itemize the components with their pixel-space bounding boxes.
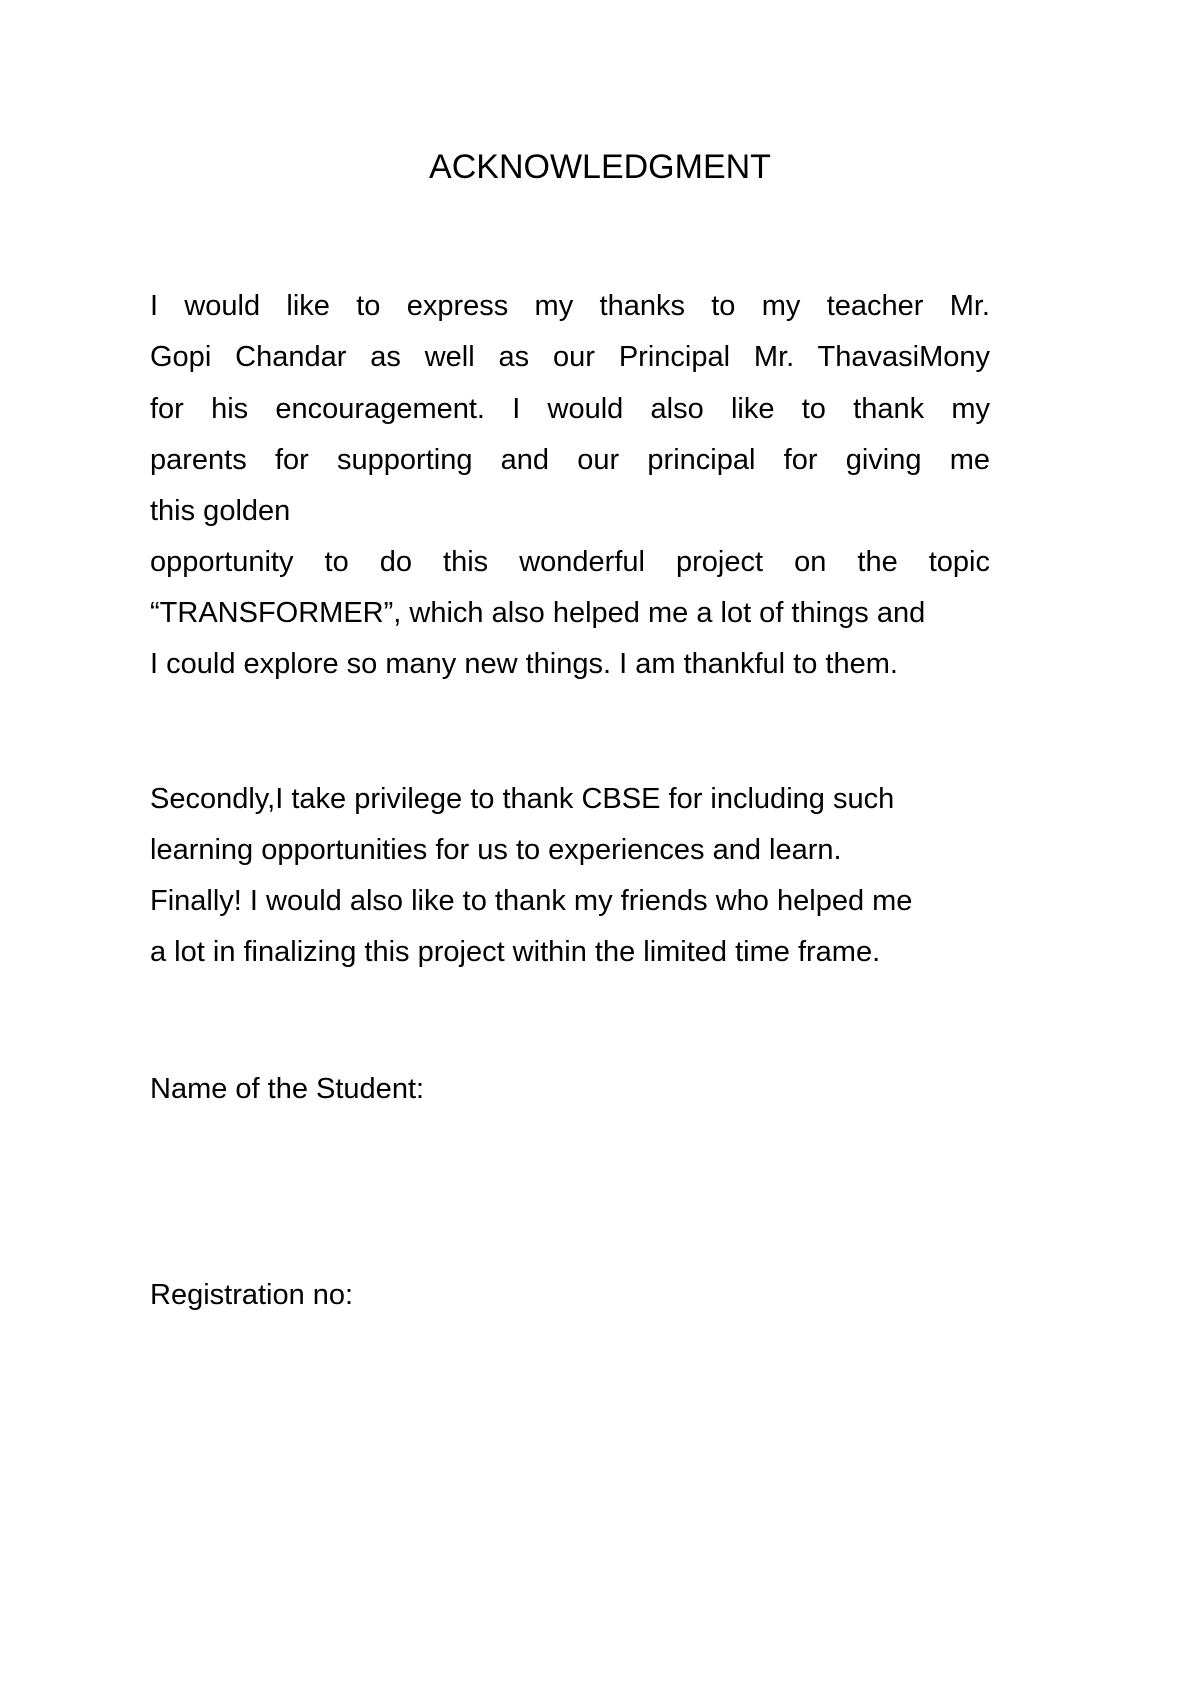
paragraph-line: I would like to express my thanks to my teacher Mr. (150, 290, 990, 322)
document-title: ACKNOWLEDGMENT (429, 148, 771, 186)
paragraph-line: Finally! I would also like to thank my friends who helped me (150, 885, 913, 917)
paragraph-line: for his encouragement. I would also like to thank my (150, 393, 990, 425)
paragraph-line: Gopi Chandar as well as our Principal Mr. ThavasiMony (150, 341, 990, 373)
student-name-label: Name of the Student: (150, 1073, 425, 1105)
registration-number-label: Registration no: (150, 1279, 354, 1311)
paragraph-line: parents for supporting and our principal for giving me (150, 444, 990, 476)
paragraph-line: opportunity to do this wonderful project on the topic (150, 546, 990, 578)
paragraph-line: “TRANSFORMER”, which also helped me a lot of things and (150, 597, 926, 629)
paragraph-line: learning opportunities for us to experiences and learn. (150, 834, 842, 866)
paragraph-line: I could explore so many new things. I am thankful to them. (150, 648, 898, 680)
paragraph-line: Secondly,I take privilege to thank CBSE for including such (150, 783, 895, 815)
paragraph-line: a lot in finalizing this project within the limited time frame. (150, 936, 881, 968)
paragraph-line: this golden (150, 495, 291, 527)
